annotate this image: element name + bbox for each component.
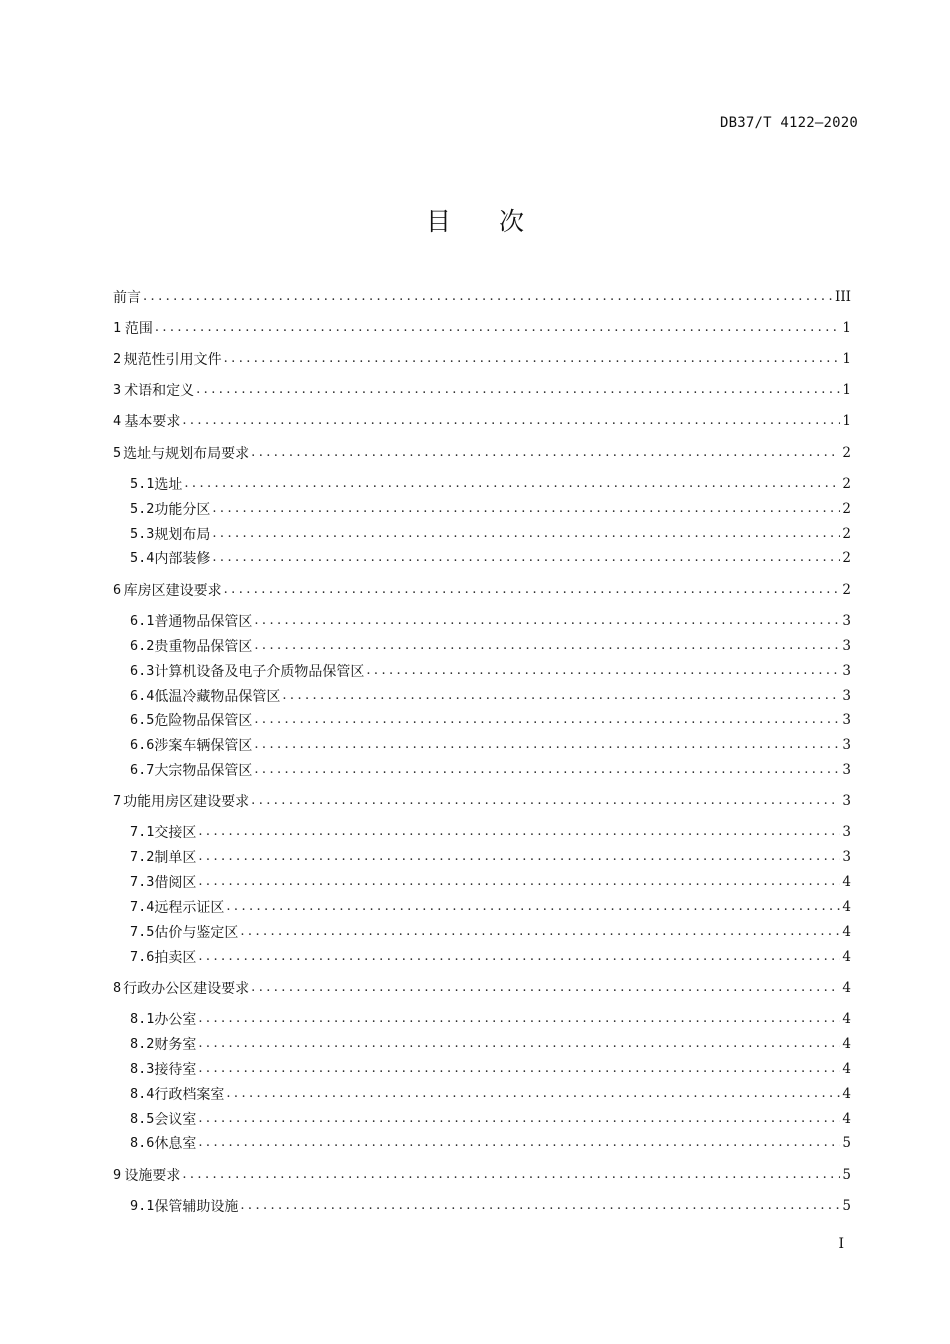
toc-entry-title: 行政办公区建设要求 [123, 981, 250, 997]
toc-entry-number: 8 [113, 980, 122, 996]
toc-entry-number: 9 [113, 1167, 122, 1183]
toc-entry[interactable] [113, 896, 851, 918]
toc-entry-title: 远程示证区 [154, 900, 225, 916]
toc-entry-number: 5.4 [130, 550, 155, 566]
toc-leader-dots [143, 286, 833, 308]
toc-leader-dots [251, 790, 840, 812]
toc-entry-number: 5.2 [130, 501, 155, 517]
toc-leader-dots [251, 442, 840, 464]
toc-leader-dots [198, 1058, 840, 1080]
toc-leader-dots [198, 846, 840, 868]
toc-entry[interactable] [113, 846, 851, 868]
toc-entry-page: 1 [842, 382, 851, 398]
toc-leader-dots [254, 759, 840, 781]
toc-entry-title: 计算机设备及电子介质物品保管区 [154, 664, 365, 680]
toc-leader-dots [224, 579, 841, 601]
toc-entry-title: 普通物品保管区 [154, 614, 253, 630]
toc-entry[interactable] [113, 1108, 851, 1130]
toc-entry-title: 前言 [113, 290, 141, 306]
toc-entry[interactable] [113, 1058, 851, 1080]
toc-entry[interactable] [113, 1164, 851, 1186]
toc-entry-page: 3 [842, 762, 851, 778]
toc-entry-number: 7.5 [130, 924, 155, 940]
toc-entry-title: 选址与规划布局要求 [123, 446, 250, 462]
toc-entry[interactable] [113, 1083, 851, 1105]
toc-entry-page: 3 [842, 712, 851, 728]
toc-entry-title: 接待室 [154, 1062, 197, 1078]
toc-entry-page: 5 [842, 1167, 851, 1183]
toc-entry-title: 休息室 [154, 1136, 197, 1152]
toc-entry[interactable] [113, 759, 851, 781]
toc-entry-title: 借阅区 [154, 875, 197, 891]
toc-entry-number: 7.1 [130, 824, 155, 840]
toc-entry-number: 5.3 [130, 526, 155, 542]
toc-entry-page: 4 [842, 1111, 851, 1127]
toc-entry-number: 5.1 [130, 476, 155, 492]
toc-entry-title: 规范性引用文件 [123, 352, 222, 368]
toc-leader-dots [224, 348, 841, 370]
toc-entry-number: 6.1 [130, 613, 155, 629]
toc-leader-dots [254, 635, 840, 657]
toc-entry-title: 低温冷藏物品保管区 [154, 689, 281, 705]
toc-leader-dots [226, 896, 840, 918]
toc-leader-dots [198, 1108, 840, 1130]
toc-entry-number: 8.2 [130, 1036, 155, 1052]
toc-entry-title: 制单区 [154, 850, 197, 866]
toc-entry-page: 3 [842, 737, 851, 753]
toc-entry[interactable] [113, 1033, 851, 1055]
toc-entry-page: 4 [842, 874, 851, 890]
title-char-1: 目 [425, 207, 451, 236]
toc-entry-page: 3 [842, 824, 851, 840]
toc-entry[interactable] [113, 790, 851, 812]
toc-entry-title: 会议室 [154, 1112, 197, 1128]
toc-entry[interactable] [113, 977, 851, 999]
standard-code: DB37/T 4122—2020 [719, 115, 858, 131]
toc-entry-number: 8.3 [130, 1061, 155, 1077]
toc-entry-title: 交接区 [154, 825, 197, 841]
toc-leader-dots [240, 1195, 840, 1217]
toc-entry-number: 1 [113, 320, 122, 336]
toc-leader-dots [212, 523, 840, 545]
toc-leader-dots [198, 946, 840, 968]
toc-entry-number: 8.4 [130, 1086, 155, 1102]
toc-leader-dots [366, 660, 840, 682]
toc-entry-number: 4 [113, 413, 122, 429]
toc-entry[interactable] [113, 921, 851, 943]
toc-entry-number: 6 [113, 582, 122, 598]
toc-leader-dots [198, 1033, 840, 1055]
toc-entry-number: 9.1 [130, 1198, 155, 1214]
toc-entry-number: 6.7 [130, 762, 155, 778]
toc-entry[interactable] [113, 410, 851, 432]
toc-entry-number: 6.5 [130, 712, 155, 728]
page-number: I [838, 1236, 844, 1252]
toc-entry[interactable] [113, 1008, 851, 1030]
toc-entry-number: 2 [113, 351, 122, 367]
toc-leader-dots [254, 709, 840, 731]
toc-entry-page: 4 [842, 1036, 851, 1052]
toc-entry-title: 库房区建设要求 [123, 583, 222, 599]
toc-entry-number: 7 [113, 793, 122, 809]
toc-entry-page: 2 [842, 582, 851, 598]
toc-entry[interactable] [113, 821, 851, 843]
toc-entry-page: 3 [842, 613, 851, 629]
toc-entry[interactable] [113, 317, 851, 339]
toc-entry-page: 5 [842, 1198, 851, 1214]
toc-entry-number: 8.1 [130, 1011, 155, 1027]
toc-entry[interactable] [113, 871, 851, 893]
toc-entry[interactable] [113, 946, 851, 968]
toc-entry[interactable] [113, 635, 851, 657]
toc-entry-number: 8.5 [130, 1111, 155, 1127]
toc-entry[interactable] [113, 685, 851, 707]
toc-entry-title: 估价与鉴定区 [154, 925, 239, 941]
toc-entry-title: 规划布局 [154, 527, 211, 543]
toc-entry-title: 保管辅助设施 [154, 1199, 239, 1215]
toc-entry-number: 7.2 [130, 849, 155, 865]
toc-entry-page: 3 [842, 638, 851, 654]
toc-entry-title: 内部装修 [154, 551, 211, 567]
toc-entry-number: 6.4 [130, 688, 155, 704]
toc-entry-page: 3 [842, 663, 851, 679]
toc-leader-dots [212, 547, 840, 569]
toc-entry-page: 4 [842, 924, 851, 940]
toc-entry[interactable] [113, 1195, 851, 1217]
toc-leader-dots [198, 821, 840, 843]
toc-entry-title: 大宗物品保管区 [154, 763, 253, 779]
toc-leader-dots [226, 1083, 840, 1105]
toc-entry-number: 7.3 [130, 874, 155, 890]
toc-entry[interactable] [113, 473, 851, 495]
toc-entry-title: 拍卖区 [154, 950, 197, 966]
toc-leader-dots [282, 685, 840, 707]
toc-entry-page: 4 [842, 980, 851, 996]
toc-entry[interactable] [113, 660, 851, 682]
toc-leader-dots [251, 977, 840, 999]
toc-entry-number: 6.2 [130, 638, 155, 654]
toc-entry[interactable] [113, 498, 851, 520]
toc-entry-page: 2 [842, 550, 851, 566]
toc-leader-dots [182, 410, 840, 432]
toc-entry-number: 6.6 [130, 737, 155, 753]
toc-entry-page: 2 [842, 476, 851, 492]
toc-entry-page: 5 [842, 1135, 851, 1151]
toc-entry-title: 术语和定义 [124, 383, 195, 399]
toc-leader-dots [198, 1132, 840, 1154]
toc-entry-title: 设施要求 [124, 1168, 181, 1184]
page-title [0, 202, 950, 238]
toc-entry-number: 8.6 [130, 1135, 155, 1151]
toc-entry-page: 1 [842, 351, 851, 367]
toc-entry[interactable] [113, 1132, 851, 1154]
toc-entry-page: 4 [842, 949, 851, 965]
toc-leader-dots [182, 1164, 840, 1186]
toc-entry-page: 3 [842, 688, 851, 704]
toc-entry[interactable] [113, 442, 851, 464]
toc-entry-page: III [835, 289, 851, 305]
toc-entry[interactable] [113, 734, 851, 756]
toc-entry-page: 4 [842, 899, 851, 915]
toc-entry-title: 功能分区 [154, 502, 211, 518]
toc-entry-title: 功能用房区建设要求 [123, 794, 250, 810]
toc-entry-page: 2 [842, 445, 851, 461]
toc-entry[interactable] [113, 547, 851, 569]
toc-entry-title: 基本要求 [124, 414, 181, 430]
toc-leader-dots [155, 317, 841, 339]
toc-leader-dots [212, 498, 840, 520]
toc-entry[interactable] [113, 579, 851, 601]
toc-entry-page: 4 [842, 1086, 851, 1102]
toc-entry-number: 7.6 [130, 949, 155, 965]
toc-leader-dots [198, 1008, 840, 1030]
toc-leader-dots [198, 871, 840, 893]
toc-entry-page: 1 [842, 320, 851, 336]
toc-entry[interactable] [113, 610, 851, 632]
toc-entry-title: 涉案车辆保管区 [154, 738, 253, 754]
toc-entry-number: 5 [113, 445, 122, 461]
toc-leader-dots [196, 379, 840, 401]
toc-entry-title: 范围 [124, 321, 153, 337]
toc-entry[interactable] [113, 286, 851, 308]
toc-entry-number: 7.4 [130, 899, 155, 915]
toc-entry-title: 行政档案室 [154, 1087, 225, 1103]
toc-entry-title: 财务室 [154, 1037, 197, 1053]
toc-entry[interactable] [113, 379, 851, 401]
toc-entry[interactable] [113, 709, 851, 731]
toc-entry-title: 办公室 [154, 1012, 197, 1028]
toc-entry-page: 4 [842, 1061, 851, 1077]
toc-entry-title: 贵重物品保管区 [154, 639, 253, 655]
toc-entry[interactable] [113, 348, 851, 370]
toc-entry-page: 3 [842, 849, 851, 865]
toc-entry[interactable] [113, 523, 851, 545]
toc-entry-number: 3 [113, 382, 122, 398]
toc-leader-dots [254, 734, 840, 756]
toc-leader-dots [254, 610, 840, 632]
toc-leader-dots [240, 921, 840, 943]
title-char-2: 次 [499, 207, 525, 236]
toc-entry-page: 1 [842, 413, 851, 429]
toc-entry-page: 4 [842, 1011, 851, 1027]
toc-leader-dots [184, 473, 840, 495]
toc-entry-title: 危险物品保管区 [154, 713, 253, 729]
toc-entry-title: 选址 [154, 477, 183, 493]
toc-entry-page: 2 [842, 526, 851, 542]
toc-entry-page: 2 [842, 501, 851, 517]
toc-entry-number: 6.3 [130, 663, 155, 679]
toc-entry-page: 3 [842, 793, 851, 809]
